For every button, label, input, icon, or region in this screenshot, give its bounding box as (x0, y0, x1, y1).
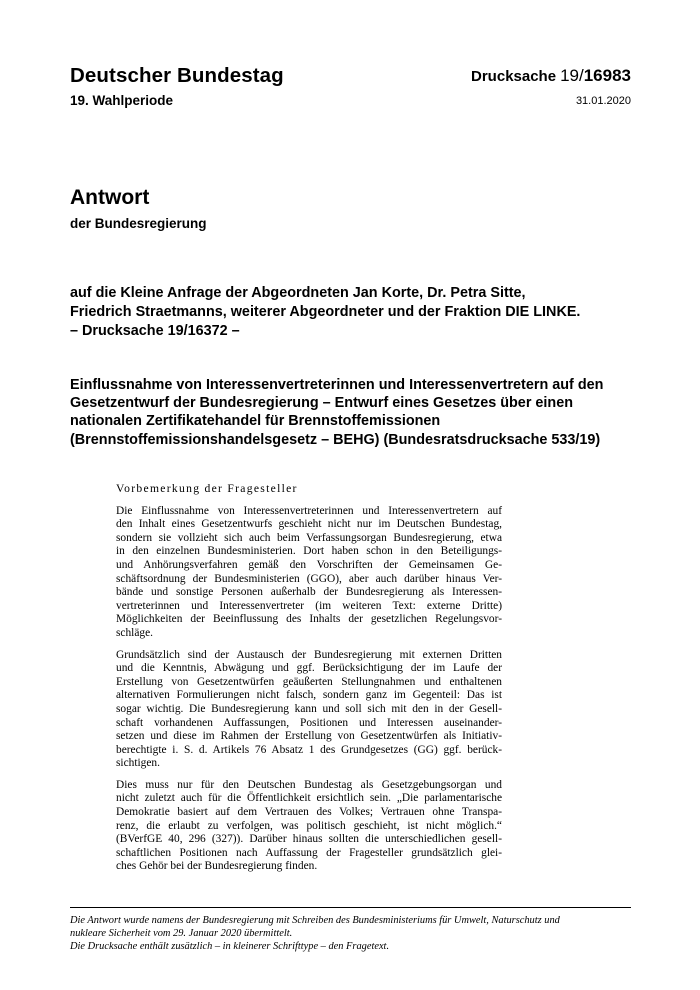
document-date: 31.01.2020 (575, 95, 631, 107)
topic-line: nationalen Zertifikatehandel für Brennstoffemissionen (70, 413, 441, 430)
drucksache-number (471, 66, 631, 86)
remark-line: sogar wichtig. Die Bundesregierung kann und soll sich mit den in der Gesell- (116, 702, 502, 715)
remark-line: Grundsätzlich sind der Austausch der Bundesregierung mit externen Dritten (116, 648, 502, 661)
remark-line: schaft vorhandenen Auffassungen, Positionen und Interessen auseinander- (116, 716, 502, 729)
remark-line: Demokratie basiert auf dem Vertrauen des Volkes; Vertrauen ohne Transpa- (116, 806, 502, 819)
remark-paragraph (116, 779, 502, 874)
remark-line: den Inhalt eines Gesetzentwurfs geschieht nicht nur im Deutschen Bundestag, (116, 518, 502, 531)
remark-line: sichtigen. (116, 757, 160, 770)
institution-name: Deutscher Bundestag (70, 64, 284, 87)
inquiry-line: Friedrich Straetmanns, weiterer Abgeordneter und der Fraktion DIE LINKE. (70, 304, 581, 320)
drucksache-id: 16983 (583, 66, 631, 85)
remark-line: setzen und diese im Rahmen der Erstellung von Gesetzentwürfen als Initiativ- (116, 730, 502, 743)
remark-line: Dies muss nur für den Deutschen Bundestag als Gesetzgebungsorgan und (116, 778, 502, 791)
remark-line: alternativen Formulierungen nicht falsch, sondern ganz im Gegenteil: Das ist (116, 689, 502, 702)
topic-line: (Brennstoffemissionshandelsgesetz – BEHG) (Bundesratsdrucksache 533/19) (70, 431, 601, 448)
legislative-period: 19. Wahlperiode (70, 93, 174, 108)
remark-line: ches Gehör bei der Bundesregierung finden. (116, 860, 318, 873)
remark-line: Erstellung von Gesetzentwürfen geäußerten Stellungnahmen und enthaltenen (116, 675, 502, 688)
remark-line: renz, die erlaubt zu verfolgen, was politisch geschieht, ist nicht möglich.“ (116, 819, 502, 832)
footnote-divider (70, 907, 631, 908)
footnote-line: Die Antwort wurde namens der Bundesregierung mit Schreiben des Bundesministeriums für Umwelt, Naturschutz und (70, 915, 560, 926)
preliminary-remark-heading: Vorbemerkung der Fragesteller (116, 482, 298, 495)
document-subtitle: der Bundesregierung (70, 216, 207, 231)
footnote-line: Die Drucksache enthält zusätzlich – in kleinerer Schrifttype – den Fragetext. (70, 941, 390, 953)
drucksache-label: Drucksache (471, 68, 557, 85)
remark-line: in den einzelnen Bundesministerien. Dort haben schon in den Beteiligungs- (116, 545, 502, 558)
remark-paragraph (116, 649, 502, 771)
remark-line: sondern sie vollzieht sich auch beim Verfassungsorgan Bundesregierung, etwa (116, 531, 502, 544)
inquiry-topic (70, 376, 640, 449)
remark-line: vertreterinnen und Interessenvertreter (im weiteren Text: externe Dritte) (116, 599, 502, 612)
footnote-line: nukleare Sicherheit vom 29. Januar 2020 übermittelt. (70, 928, 293, 940)
remark-line: nicht zuletzt auch für die Öffentlichkeit ersichtlich sein. „Die parlamentarische (116, 792, 502, 805)
drucksache-prefix: 19/ (560, 66, 584, 85)
topic-line: Einflussnahme von Interessenvertreterinnen und Interessenvertretern auf den (70, 377, 604, 393)
preliminary-remark-body (116, 505, 502, 874)
remark-line: Möglichkeiten der Beeinflussung des Inhalts der gesetzlichen Regelungsvor- (116, 613, 502, 626)
remark-line: berechtigte i. S. d. Artikels 76 Absatz 1 des Grundgesetzes (GG) ggf. berück- (116, 743, 502, 756)
remark-line: (BVerfGE 40, 296 (327)). Darüber hinaus sollten die unterschiedlichen gesell- (116, 833, 502, 846)
remark-line: und Anhörungsverfahren gemäß den Vorschriften der Gemeinsamen Ge- (116, 558, 502, 571)
topic-line: Gesetzentwurf der Bundesregierung – Entwurf eines Gesetzes über einen (70, 395, 573, 412)
document-title: Antwort (70, 186, 150, 209)
footnote (70, 914, 631, 954)
inquiry-line: – Drucksache 19/16372 – (70, 323, 240, 339)
preliminary-remark (116, 482, 502, 882)
remark-line: schaftlichen Positionen nach Auffassung der Fragesteller grundsätzlich glei- (116, 846, 502, 859)
remark-paragraph (116, 505, 502, 641)
remark-line: Die Einflussnahme von Interessenvertreterinnen und Interessenvertretern auf (116, 504, 502, 517)
remark-line: schläge. (116, 626, 154, 639)
inquiry-line: auf die Kleine Anfrage der Abgeordneten Jan Korte, Dr. Petra Sitte, (70, 285, 526, 301)
inquiry-reference (70, 284, 640, 341)
remark-line: bände und sonstige Personen außerhalb der Bundesregierung als Interessen- (116, 586, 502, 599)
remark-line: schäftsordnung der Bundesministerien (GGO), aber auch darüber hinaus Ver- (116, 572, 502, 585)
remark-line: und die Kenntnis, Abwägung und ggf. Berücksichtigung der im Laufe der (116, 662, 502, 675)
